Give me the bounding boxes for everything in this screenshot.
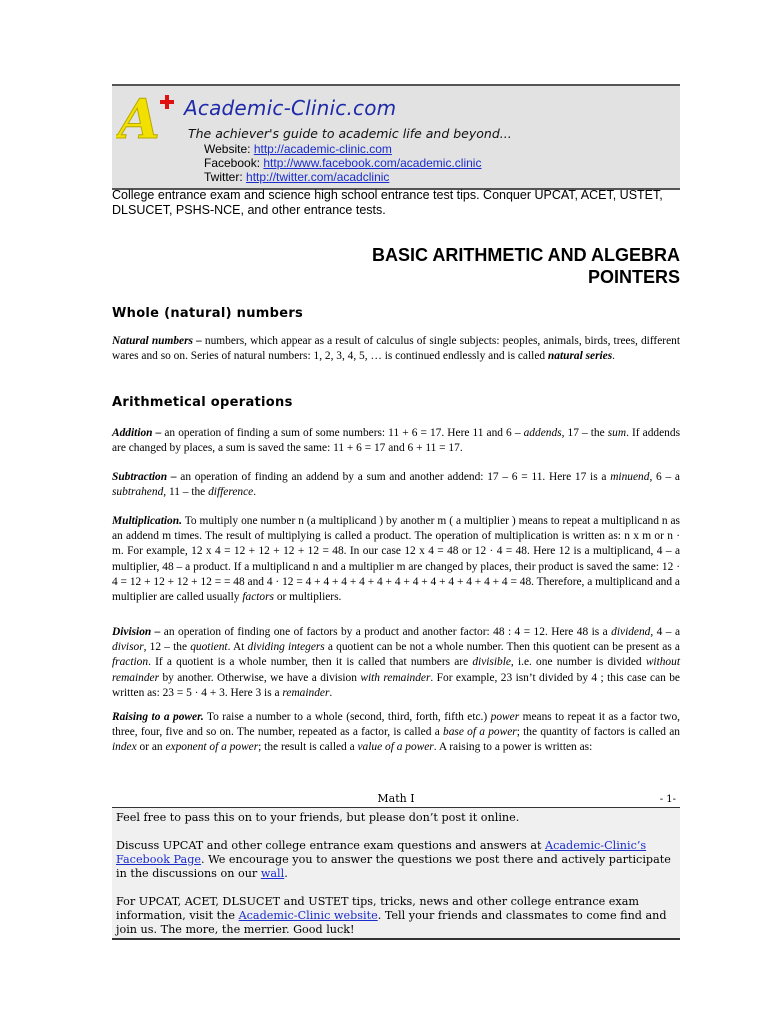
page-number: - 1- <box>659 794 676 805</box>
footer-line-share: Feel free to pass this on to your friends, but please don’t post it online. <box>116 811 520 824</box>
footer-title: Math I <box>377 792 415 805</box>
page-title: BASIC ARITHMETIC AND ALGEBRA POINTERS <box>372 245 680 287</box>
website-link[interactable]: http://academic-clinic.com <box>253 142 392 156</box>
facebook-link[interactable]: http://www.facebook.com/academic.clinic <box>263 156 482 170</box>
addition-paragraph: Addition – an operation of finding a sum of some numbers: 11 + 6 = 17. Here 11 and 6 – addends, 17 – the sum. If addends are changed by places, a sum is saved the same: 11 + 6 = 17 and 6 + 11 = 17. <box>112 427 681 455</box>
subtraction-paragraph: Subtraction – an operation of finding an addend by a sum and another addend: 17 – 6 = 11. Here 17 is a minuend, 6 – a subtrahend, 11 – the difference. <box>112 471 680 499</box>
natural-numbers-paragraph: Natural numbers – numbers, which appear as a result of calculus of single subjects: peoples, animals, birds, trees, different wares and so on. Series of natural numbers: 1, 2, 3, 4, 5, … is continued endlessly and is called natural series. <box>112 335 680 363</box>
facebook-line: Facebook: http://www.facebook.com/academic.clinic <box>204 156 482 170</box>
svg-text:A: A <box>118 90 160 142</box>
footer-paragraph-discuss: Discuss UPCAT and other college entrance exam questions and answers at Academic-Clinic’s Facebook Page. We encourage you to answer the questions we post there and actively participate in the discussions on our wall. <box>116 839 671 880</box>
site-tagline: The achiever's guide to academic life and beyond... <box>188 126 512 141</box>
academic-clinic-website-link[interactable]: Academic-Clinic website <box>238 909 378 922</box>
intro-text: College entrance exam and science high school entrance test tips. Conquer UPCAT, ACET, USTET, DLSUCET, PSHS-NCE, and other entrance tests. <box>112 188 663 217</box>
twitter-line: Twitter: http://twitter.com/acadclinic <box>204 170 390 184</box>
footer-paragraph-visit: For UPCAT, ACET, DLSUCET and USTET tips, tricks, news and other college entrance exam information, visit the Academic-Clinic website. Tell your friends and classmates to come find and join us. The more, the merrier. Good luck! <box>116 895 667 936</box>
footer-notice <box>112 807 680 940</box>
facebook-page-link[interactable]: Academic-Clinic’s Facebook Page <box>116 839 647 866</box>
section-heading-arithmetical: Arithmetical operations <box>112 395 293 410</box>
a-plus-logo-icon <box>116 90 180 142</box>
site-header <box>112 84 680 190</box>
division-paragraph: Division – an operation of finding one of factors by a product and another factor: 48 : 4 = 12. Here 48 is a dividend, 4 – a divisor, 12 – the quotient. At dividing integers a quotient can be not a whole number. Then this quotient can be present as a fraction. If a quotient is a whole number, then it is called that numbers are divisible, i.e. one number is divided without remainder by another. Otherwise, we have a division with remainder. For example, 23 isn’t divided by 4 ; this case can be written as: 23 = 5 · 4 + 3. Here 3 is a remainder. <box>112 626 680 699</box>
twitter-link[interactable]: http://twitter.com/acadclinic <box>246 170 390 184</box>
multiplication-paragraph: Multiplication. To multiply one number n (a multiplicand ) by another m ( a multiplier ) means to repeat a multiplicand n as an addend m times. The result of multiplying is called a product. The operation of multiplication is written as: n x m or n · m. For example, 12 x 4 = 12 + 12 + 12 + 12 = 48. In our case 12 x 4 = 48 or 12 · 4 = 48. Here 12 is a multiplicand, 4 – a multiplier, 48 – a product. If a multiplicand n and a multiplier m are changed by places, their product is saved the same: 12 · 4 = 12 + 12 + 12 + 12 = = 48 and 4 · 12 = 4 + 4 + 4 + 4 + 4 + 4 + 4 + 4 + 4 + 4 + 4 + 4 = 48. Therefore, a multiplicand and a multiplier are called usually factors or multipliers. <box>112 515 680 604</box>
wall-link[interactable]: wall <box>260 867 285 880</box>
section-heading-whole-numbers: Whole (natural) numbers <box>112 306 304 321</box>
raising-power-paragraph: Raising to a power. To raise a number to a whole (second, third, forth, fifth etc.) power means to repeat it as a factor two, three, four, five and so on. The number, repeated as a factor, is called a base of a power; the quantity of factors is called an index or an exponent of a power; the result is called a value of a power. A raising to a power is written as: <box>112 711 680 754</box>
website-line: Website: http://academic-clinic.com <box>204 142 392 156</box>
site-name: Academic-Clinic.com <box>184 96 397 120</box>
